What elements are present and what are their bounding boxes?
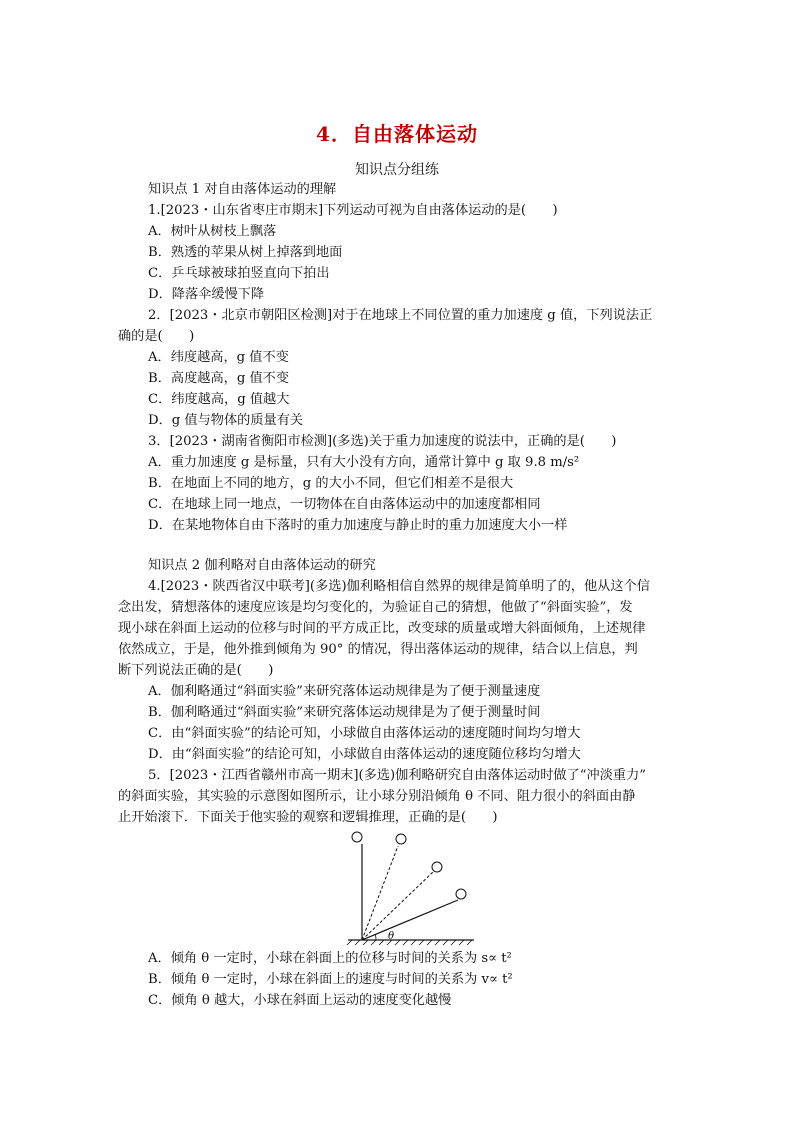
question-2-option-c: C．纬度越高，g 值越大 (148, 392, 290, 407)
question-5-option-b: B．倾角 θ 一定时，小球在斜面上的速度与时间的关系为 v∝ t² (148, 972, 513, 987)
page-subtitle: 知识点分组练 (355, 162, 439, 178)
angle-arc (375, 934, 376, 940)
question-2-stem-line-2: 确的是( ) (118, 329, 195, 344)
question-4-line-4: 依然成立，于是，他外推到倾角为 90° 的情况，得出落体运动的规律，结合以上信息，判 (118, 642, 638, 657)
ground-hatching (347, 940, 472, 945)
question-4-line-2: 念出发，猜想落体的速度应该是均匀变化的，为验证自己的猜想，他做了“斜面实验”，发 (118, 600, 633, 615)
question-4-line-5: 断下列说法正确的是( ) (118, 663, 274, 678)
question-3-stem: 3．[2023・湖南省衡阳市检测](多选)关于重力加速度的说法中，正确的是( ) (148, 434, 617, 449)
page-title: 4．自由落体运动 (316, 122, 478, 146)
question-3-option-d: D．在某地物体自由下落时的重力加速度与静止时的重力加速度大小一样 (148, 518, 568, 533)
question-4-line-3: 现小球在斜面上运动的位移与时间的平方成正比，改变球的质量或增大斜面倾角，上述规律 (118, 621, 646, 636)
shallow-plane (362, 900, 458, 940)
section-heading-1: 知识点 1 对自由落体运动的理解 (148, 182, 337, 197)
question-1-option-b: B．熟透的苹果从树上掉落到地面 (148, 245, 343, 260)
section-heading-2: 知识点 2 伽利略对自由落体运动的研究 (148, 558, 376, 573)
question-5-line-3: 止开始滚下．下面关于他实验的观察和逻辑推理，正确的是( ) (118, 810, 498, 825)
question-2-option-b: B．高度越高，g 值不变 (148, 371, 290, 386)
ball-shallow (456, 889, 466, 899)
question-3-option-b: B．在地面上不同的地方，g 的大小不同，但它们相差不是很大 (148, 476, 514, 491)
question-2-stem-line-1: 2．[2023・北京市朝阳区检测]对于在地球上不同位置的重力加速度 g 值，下列说法正 (148, 308, 653, 323)
angle-label: θ (388, 931, 395, 942)
question-4-line-1: 4.[2023・陕西省汉中联考](多选)伽利略相信自然界的规律是简单明了的，他从这个信 (148, 579, 650, 594)
question-2-option-d: D．g 值与物体的质量有关 (148, 413, 304, 428)
question-5-line-1: 5．[2023・江西省赣州市高一期末](多选)伽利略研究自由落体运动时做了“冲淡重力” (148, 768, 647, 783)
question-1-option-a: A．树叶从树枝上飘落 (148, 224, 277, 239)
question-1-stem: 1.[2023・山东省枣庄市期末]下列运动可视为自由落体运动的是( ) (148, 203, 558, 218)
question-4-option-d: D．由“斜面实验”的结论可知，小球做自由落体运动的速度随位移均匀增大 (148, 747, 581, 762)
question-5-option-a: A．倾角 θ 一定时，小球在斜面上的位移与时间的关系为 s∝ t² (148, 951, 512, 966)
steep-plane (362, 846, 398, 940)
question-3-option-c: C．在地球上同一地点，一切物体在自由落体运动中的加速度都相同 (148, 497, 541, 512)
question-5-option-c: C．倾角 θ 越大，小球在斜面上运动的速度变化越慢 (148, 993, 452, 1008)
question-4-option-c: C．由“斜面实验”的结论可知，小球做自由落体运动的速度随时间均匀增大 (148, 726, 581, 741)
question-3-option-a: A．重力加速度 g 是标量，只有大小没有方向，通常计算中 g 取 9.8 m/s² (148, 455, 580, 470)
medium-plane (362, 872, 433, 940)
question-1-option-d: D．降落伞缓慢下降 (148, 287, 265, 302)
ball-vertical (352, 832, 362, 842)
ball-steep (396, 834, 406, 844)
question-4-option-b: B．伽利略通过“斜面实验”来研究落体运动规律是为了便于测量时间 (148, 705, 541, 720)
question-4-option-a: A．伽利略通过“斜面实验”来研究落体运动规律是为了便于测量速度 (148, 684, 541, 699)
inclined-plane-figure (340, 822, 480, 946)
ball-medium (432, 862, 442, 872)
question-5-line-2: 的斜面实验，其实验的示意图如图所示，让小球分别沿倾角 θ 不同、阻力很小的斜面由静 (118, 789, 636, 804)
question-2-option-a: A．纬度越高，g 值不变 (148, 350, 289, 365)
question-1-option-c: C．乒乓球被球拍竖直向下拍出 (148, 266, 330, 281)
